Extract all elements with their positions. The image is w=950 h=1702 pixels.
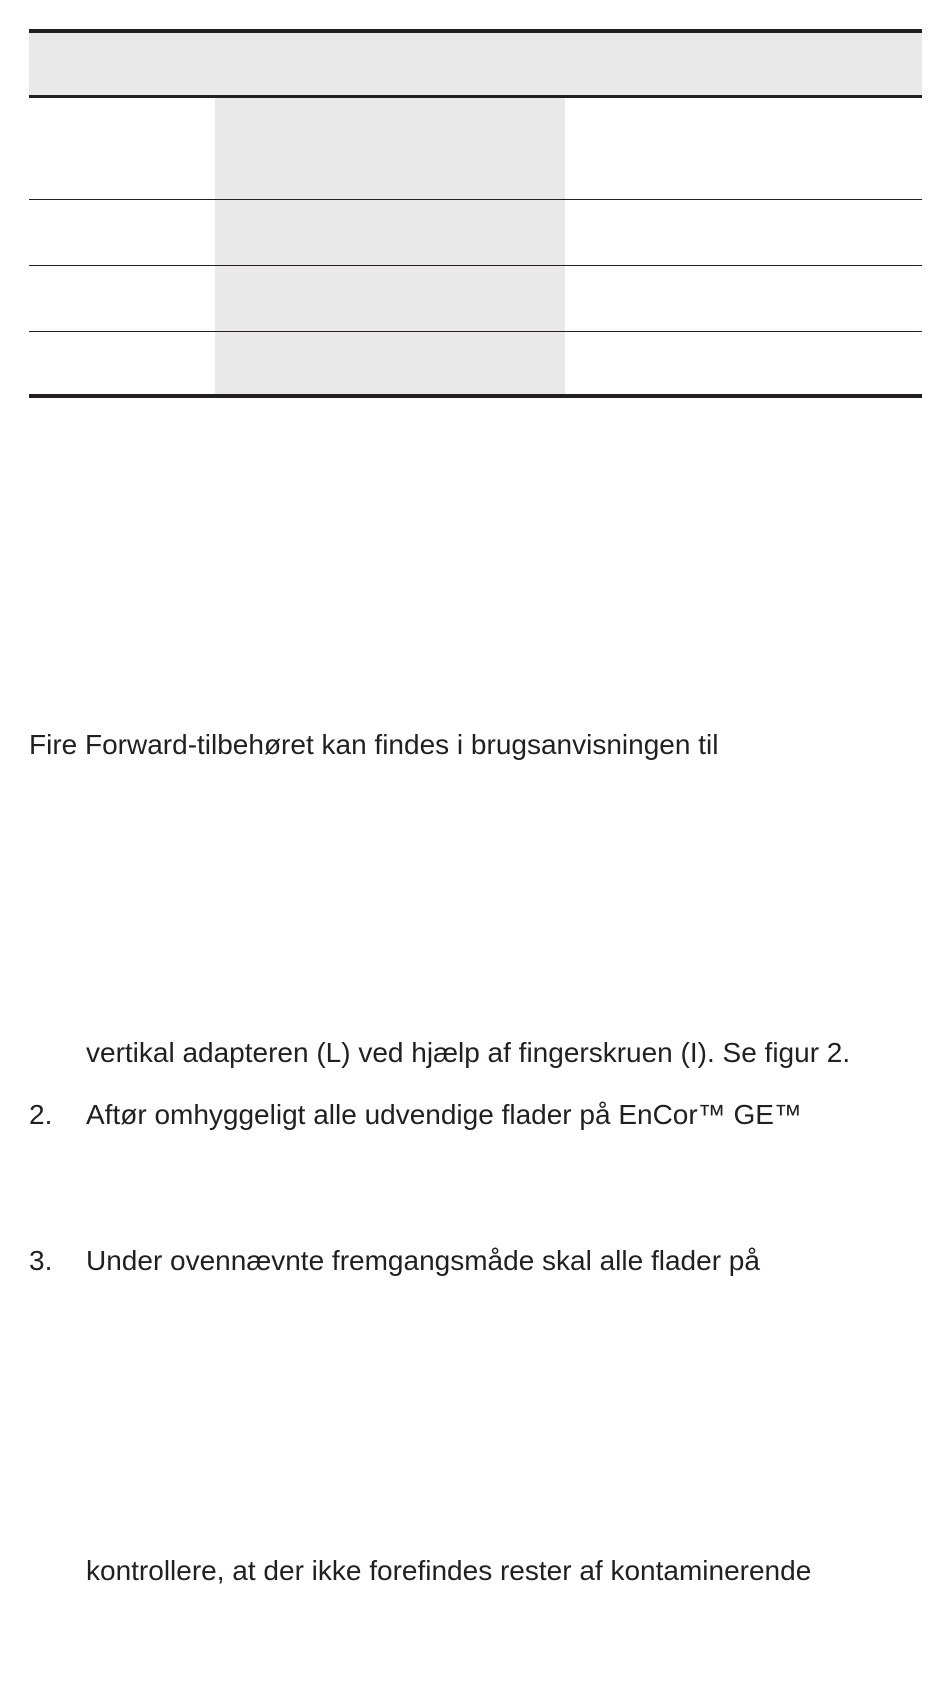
data-table bbox=[29, 29, 922, 399]
step-3-text: Under ovennævnte fremgangsmåde skal alle flader på bbox=[86, 1245, 760, 1276]
table-header-row bbox=[29, 33, 922, 95]
table-top-rule bbox=[29, 29, 922, 33]
table-shaded-column bbox=[215, 98, 565, 394]
step-2-text: Aftør omhyggeligt alle udvendige flader på EnCor™ GE™ bbox=[86, 1099, 802, 1130]
step1-continuation: vertikal adapteren (L) ved hjælp af fingerskruen (I). Se figur 2. bbox=[86, 1037, 851, 1068]
table-bottom-rule bbox=[29, 394, 922, 398]
step-2 bbox=[29, 1098, 802, 1132]
step-continuation: kontrollere, at der ikke forefindes rester af kontaminerende bbox=[86, 1555, 812, 1586]
paragraph-fire-forward: Fire Forward-tilbehøret kan findes i brugsanvisningen til bbox=[29, 729, 719, 760]
step-3-number: 3. bbox=[29, 1245, 53, 1276]
table-header-rule bbox=[29, 95, 922, 98]
step-2-number: 2. bbox=[29, 1099, 53, 1130]
table-row-divider bbox=[29, 331, 922, 332]
table-row-divider bbox=[29, 199, 922, 200]
step-3 bbox=[29, 1244, 760, 1278]
table-row-divider bbox=[29, 265, 922, 266]
